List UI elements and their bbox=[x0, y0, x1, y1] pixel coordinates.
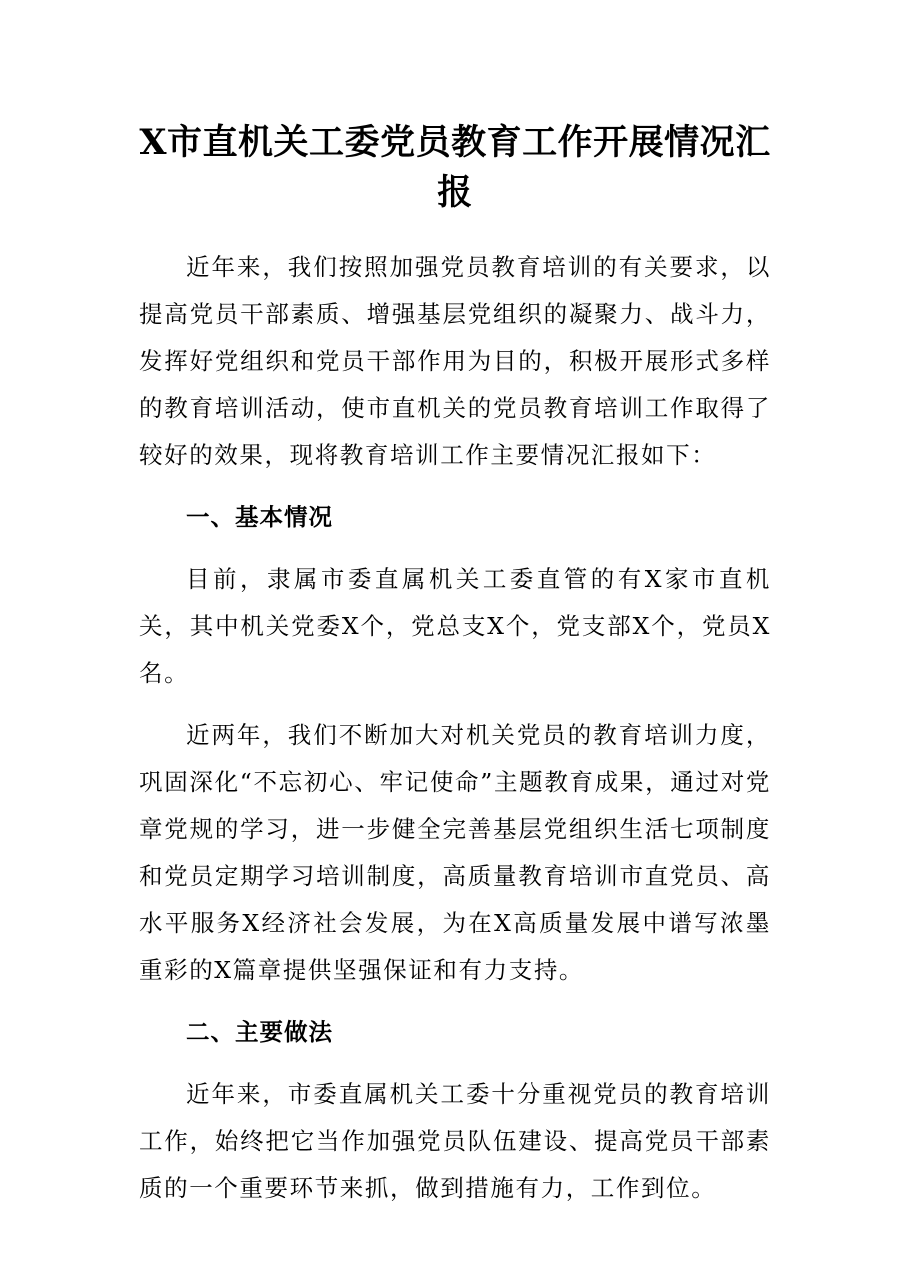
document-body bbox=[139, 244, 771, 1227]
intro-paragraph: 近年来，我们按照加强党员教育培训的有关要求，以提高党员干部素质、增强基层党组织的凝聚力、战斗力，发挥好党组织和党员干部作用为目的，积极开展形式多样的教育培训活动，使市直机关的党员教育培训工作取得了较好的效果，现将教育培训工作主要情况汇报如下： bbox=[139, 253, 771, 469]
section-heading-basic-situation: 一、基本情况 bbox=[186, 503, 333, 531]
document-title: X市直机关工委党员教育工作开展情况汇报 bbox=[139, 122, 771, 213]
section-heading-main-practices: 二、主要做法 bbox=[186, 1018, 333, 1046]
training-effort-paragraph: 近两年，我们不断加大对机关党员的教育培训力度，巩固深化“不忘初心、牢记使命”主题教育成果，通过对党章党规的学习，进一步健全完善基层党组织生活七项制度和党员定期学习培训制度，高质量教育培训市直党员、高水平服务X经济社会发展，为在X高质量发展中谱写浓墨重彩的X篇章提供坚强保证和有力支持。 bbox=[139, 721, 771, 984]
main-practices-paragraph: 近年来，市委直属机关工委十分重视党员的教育培训工作，始终把它当作加强党员队伍建设、提高党员干部素质的一个重要环节来抓，做到措施有力，工作到位。 bbox=[139, 1080, 771, 1202]
basic-situation-paragraph: 目前，隶属市委直属机关工委直管的有X家市直机关，其中机关党委X个，党总支X个，党支部X个，党员X名。 bbox=[139, 565, 771, 687]
